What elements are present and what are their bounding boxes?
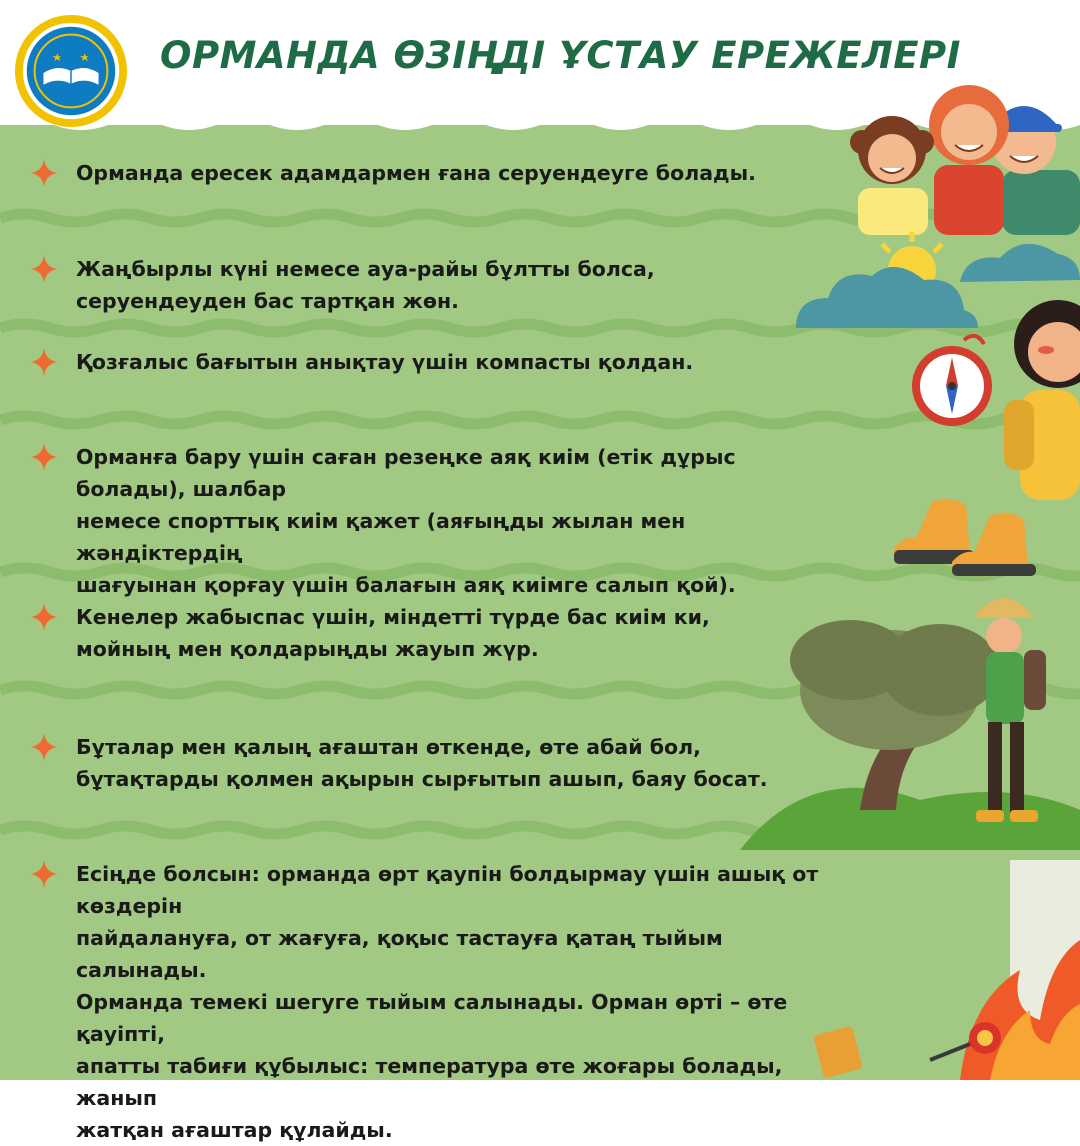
rule-text: Орманға бару үшін саған резеңке аяқ киім (етік дұрыс болады), шалбар немесе спорттық киім қажет (аяғыңды жылан мен жәндіктердің шағуынан қорғау үшін балағын аяқ киімге салып қой).: [76, 445, 736, 597]
rule-item: [30, 858, 820, 1146]
rule-text: Бұталар мен қалың ағаштан өткенде, өте абай бол, бұтақтарды қолмен ақырын сырғытып ашып, баяу босат.: [76, 735, 768, 791]
campfire-and-matches-icon: [810, 860, 1080, 1080]
rule-item: [30, 346, 820, 378]
rule-item: [30, 253, 820, 317]
open-book-emblem-icon: [12, 12, 130, 130]
girl-with-backpack-icon: [1000, 300, 1080, 500]
four-point-star-icon: [30, 159, 58, 187]
rule-text: Кенелер жабыспас үшін, міндетті түрде бас киім ки, мойның мен қолдарыңды жауып жүр.: [76, 605, 710, 661]
four-point-star-icon: [30, 443, 58, 471]
four-point-star-icon: [30, 733, 58, 761]
rule-item: [30, 731, 820, 795]
rule-text: Орманда ересек адамдармен ғана серуендеуге болады.: [76, 161, 756, 185]
rule-text: Жаңбырлы күні немесе ауа-райы бұлтты болса, серуендеуден бас тартқан жөн.: [76, 257, 655, 313]
four-point-star-icon: [30, 348, 58, 376]
four-point-star-icon: [30, 860, 58, 888]
compass-icon: [908, 330, 996, 428]
children-group-icon: [852, 70, 1080, 235]
four-point-star-icon: [30, 603, 58, 631]
rule-item: [30, 157, 820, 189]
rule-text: Қозғалыс бағытын анықтау үшін компасты қолдан.: [76, 350, 694, 374]
rule-item: [30, 441, 820, 601]
four-point-star-icon: [30, 255, 58, 283]
hiker-and-tree-icon: [740, 580, 1080, 850]
hiking-boots-icon: [890, 478, 1050, 576]
rule-item: [30, 601, 820, 665]
page-title: ОРМАНДА ӨЗІҢДІ ҰСТАУ ЕРЕЖЕЛЕРІ: [160, 34, 961, 77]
rule-text: Есіңде болсын: орманда өрт қаупін болдырмау үшін ашық от көздерін пайдалануға, от жағуға, қоқыс тастауға қатаң тыйым салынады. Орманда темекі шегуге тыйым салынады. Орман өрті – өте қауіпті, апатты табиғи құбылыс: температура өте жоғары болады, жанып жатқан ағаштар құлайды.: [76, 862, 819, 1142]
